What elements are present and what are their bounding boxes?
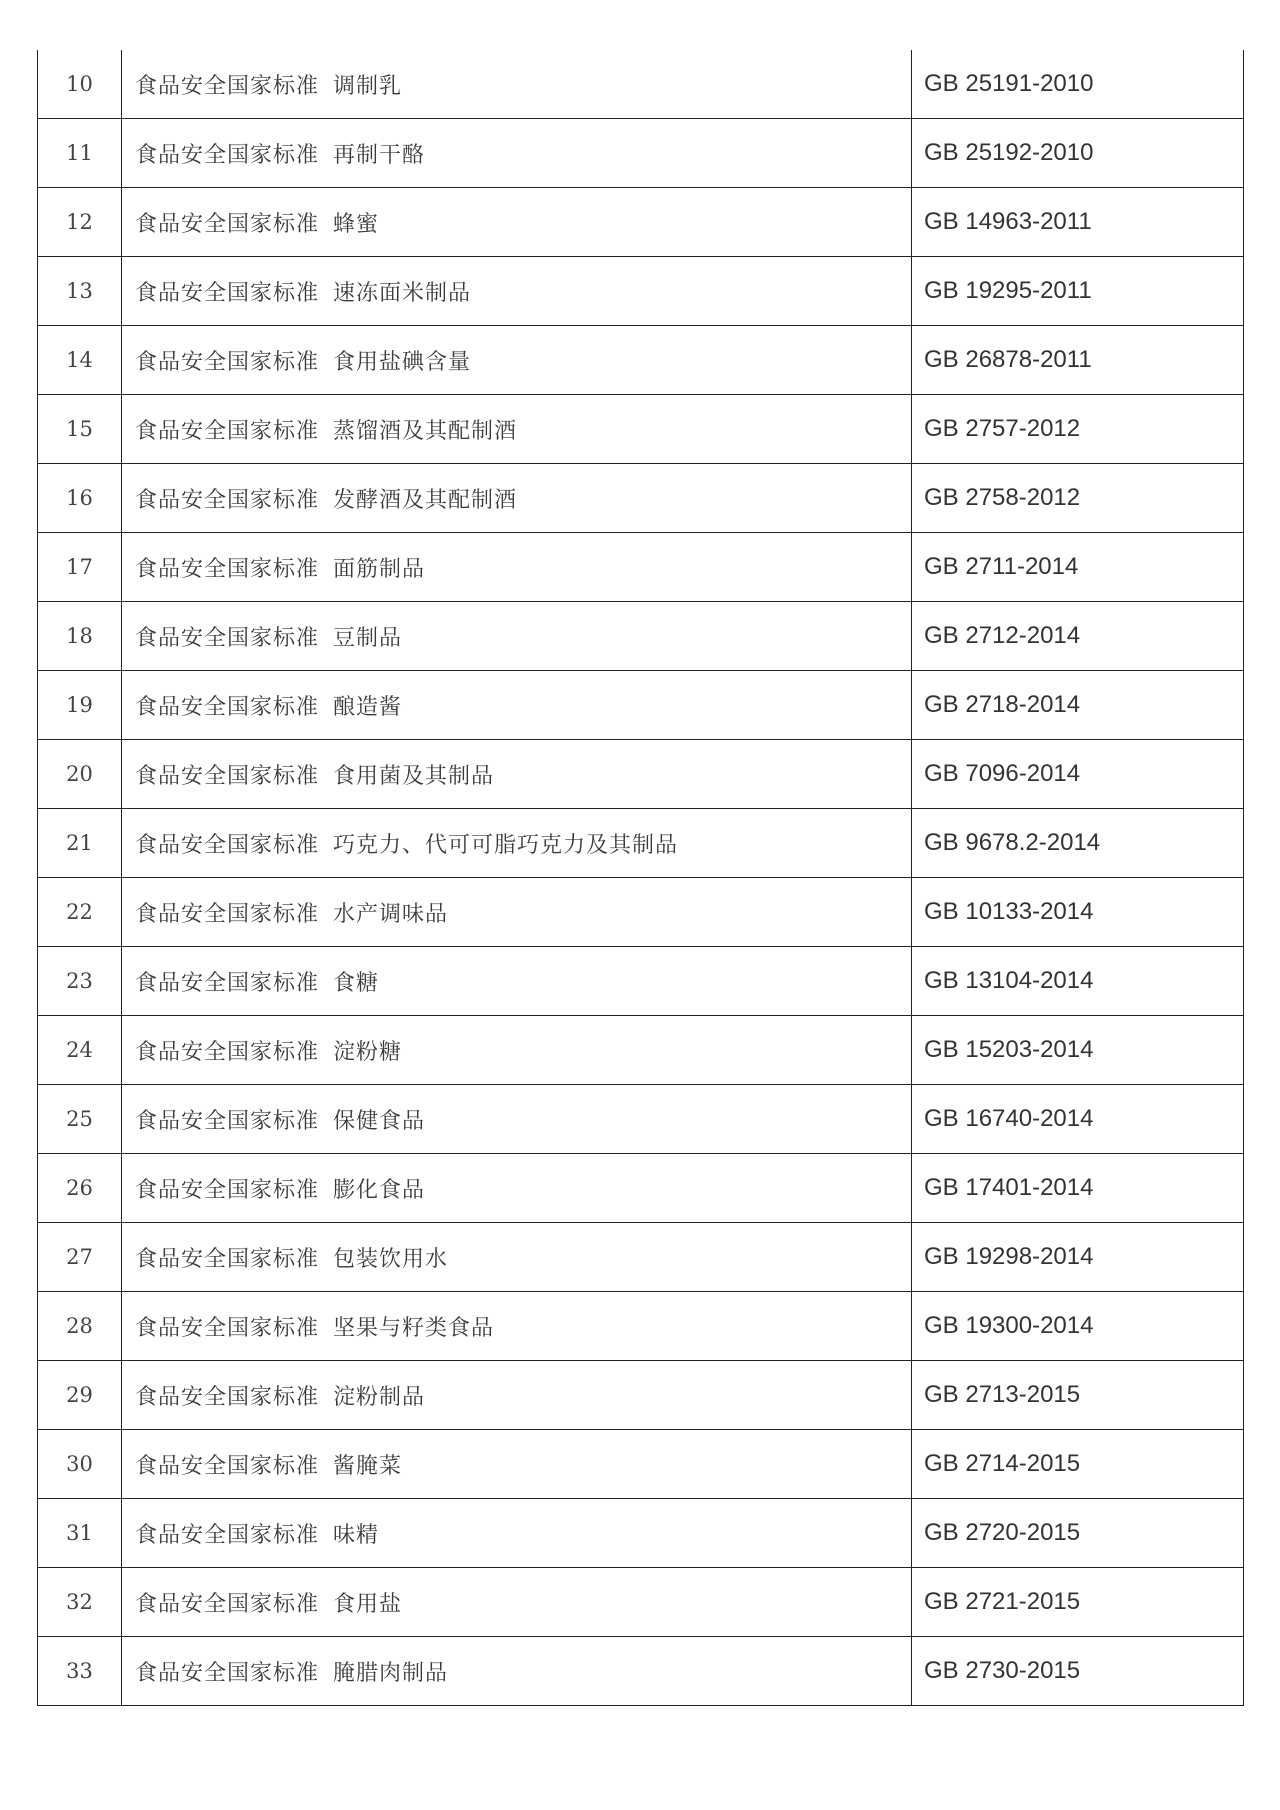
row-number-cell: 27 (38, 1223, 122, 1292)
row-number-cell: 24 (38, 1016, 122, 1085)
standard-name-cell (122, 1292, 912, 1361)
standard-code-cell: GB 2714-2015 (912, 1430, 1244, 1499)
standard-name-title: 酿造酱 (333, 694, 403, 720)
row-number-cell: 15 (38, 395, 122, 464)
standard-name-prefix: 食品安全国家标准 (135, 1315, 320, 1341)
standards-table (37, 50, 1244, 1706)
row-number-cell: 23 (38, 947, 122, 1016)
standard-name-prefix: 食品安全国家标准 (135, 1591, 320, 1617)
standards-table-body (38, 50, 1244, 1706)
standard-name-prefix: 食品安全国家标准 (135, 487, 320, 513)
standard-code-cell: GB 26878-2011 (912, 326, 1244, 395)
row-number-cell: 19 (38, 671, 122, 740)
standard-code-cell: GB 25191-2010 (912, 50, 1244, 119)
row-number-cell: 18 (38, 602, 122, 671)
standard-code-cell: GB 2713-2015 (912, 1361, 1244, 1430)
table-row (38, 188, 1244, 257)
standard-name-cell (122, 740, 912, 809)
standard-name-title: 包装饮用水 (333, 1246, 449, 1272)
standard-name-prefix: 食品安全国家标准 (135, 763, 320, 789)
standard-name-prefix: 食品安全国家标准 (135, 73, 320, 99)
table-row (38, 533, 1244, 602)
standard-name-cell (122, 947, 912, 1016)
standard-name-title: 发酵酒及其配制酒 (333, 487, 518, 513)
standard-code-cell: GB 19298-2014 (912, 1223, 1244, 1292)
standard-name-title: 膨化食品 (333, 1177, 426, 1203)
standard-name-prefix: 食品安全国家标准 (135, 1453, 320, 1479)
standard-name-title: 速冻面米制品 (333, 280, 472, 306)
standard-code-cell: GB 16740-2014 (912, 1085, 1244, 1154)
standard-name-cell (122, 188, 912, 257)
standard-name-title: 酱腌菜 (333, 1453, 403, 1479)
table-row (38, 464, 1244, 533)
standard-name-cell (122, 1223, 912, 1292)
row-number-cell: 21 (38, 809, 122, 878)
standard-name-prefix: 食品安全国家标准 (135, 142, 320, 168)
row-number-cell: 20 (38, 740, 122, 809)
standard-code-cell: GB 2757-2012 (912, 395, 1244, 464)
row-number-cell: 25 (38, 1085, 122, 1154)
standard-name-title: 保健食品 (333, 1108, 426, 1134)
table-row (38, 257, 1244, 326)
standard-name-title: 水产调味品 (333, 901, 449, 927)
table-row (38, 1499, 1244, 1568)
standard-name-cell (122, 809, 912, 878)
standard-name-prefix: 食品安全国家标准 (135, 970, 320, 996)
standard-name-prefix: 食品安全国家标准 (135, 280, 320, 306)
table-row (38, 602, 1244, 671)
standard-name-cell (122, 119, 912, 188)
table-row (38, 1085, 1244, 1154)
standard-name-prefix: 食品安全国家标准 (135, 418, 320, 444)
row-number-cell: 13 (38, 257, 122, 326)
table-row (38, 809, 1244, 878)
table-row (38, 1637, 1244, 1706)
standard-name-title: 巧克力、代可可脂巧克力及其制品 (333, 832, 679, 858)
standard-name-prefix: 食品安全国家标准 (135, 901, 320, 927)
standard-code-cell: GB 2711-2014 (912, 533, 1244, 602)
standard-name-title: 调制乳 (333, 73, 403, 99)
standard-name-cell (122, 257, 912, 326)
standard-code-cell: GB 9678.2-2014 (912, 809, 1244, 878)
standard-name-prefix: 食品安全国家标准 (135, 694, 320, 720)
table-row (38, 1361, 1244, 1430)
standard-name-prefix: 食品安全国家标准 (135, 556, 320, 582)
standard-name-cell (122, 464, 912, 533)
standard-code-cell: GB 25192-2010 (912, 119, 1244, 188)
standard-name-cell (122, 50, 912, 119)
standard-name-title: 坚果与籽类食品 (333, 1315, 495, 1341)
standard-name-title: 食糖 (333, 970, 380, 996)
table-row (38, 395, 1244, 464)
standard-name-prefix: 食品安全国家标准 (135, 1660, 320, 1686)
row-number-cell: 16 (38, 464, 122, 533)
row-number-cell: 32 (38, 1568, 122, 1637)
row-number-cell: 29 (38, 1361, 122, 1430)
standard-name-cell (122, 1637, 912, 1706)
row-number-cell: 12 (38, 188, 122, 257)
standard-code-cell: GB 7096-2014 (912, 740, 1244, 809)
table-row (38, 878, 1244, 947)
row-number-cell: 22 (38, 878, 122, 947)
standard-name-prefix: 食品安全国家标准 (135, 1246, 320, 1272)
standard-name-prefix: 食品安全国家标准 (135, 625, 320, 651)
standard-name-prefix: 食品安全国家标准 (135, 1039, 320, 1065)
standard-name-cell (122, 326, 912, 395)
table-row (38, 740, 1244, 809)
standard-name-cell (122, 1361, 912, 1430)
table-row (38, 1430, 1244, 1499)
standard-name-prefix: 食品安全国家标准 (135, 1384, 320, 1410)
standard-name-title: 味精 (333, 1522, 380, 1548)
standard-code-cell: GB 2720-2015 (912, 1499, 1244, 1568)
standard-code-cell: GB 15203-2014 (912, 1016, 1244, 1085)
standard-code-cell: GB 2758-2012 (912, 464, 1244, 533)
standard-code-cell: GB 13104-2014 (912, 947, 1244, 1016)
standard-name-prefix: 食品安全国家标准 (135, 211, 320, 237)
standard-name-prefix: 食品安全国家标准 (135, 1108, 320, 1134)
row-number-cell: 10 (38, 50, 122, 119)
standard-code-cell: GB 19295-2011 (912, 257, 1244, 326)
row-number-cell: 30 (38, 1430, 122, 1499)
standard-code-cell: GB 2712-2014 (912, 602, 1244, 671)
standard-name-prefix: 食品安全国家标准 (135, 1522, 320, 1548)
row-number-cell: 17 (38, 533, 122, 602)
standard-code-cell: GB 2718-2014 (912, 671, 1244, 740)
standard-name-cell (122, 1016, 912, 1085)
table-row (38, 1154, 1244, 1223)
standard-name-cell (122, 395, 912, 464)
standard-name-title: 腌腊肉制品 (333, 1660, 449, 1686)
standard-name-cell (122, 533, 912, 602)
standard-name-title: 面筋制品 (333, 556, 426, 582)
table-row (38, 326, 1244, 395)
standard-name-cell (122, 878, 912, 947)
standard-name-prefix: 食品安全国家标准 (135, 1177, 320, 1203)
standard-code-cell: GB 17401-2014 (912, 1154, 1244, 1223)
standard-name-cell (122, 602, 912, 671)
standard-name-cell (122, 1568, 912, 1637)
standard-name-cell (122, 671, 912, 740)
table-row (38, 119, 1244, 188)
row-number-cell: 31 (38, 1499, 122, 1568)
standard-name-title: 蒸馏酒及其配制酒 (333, 418, 518, 444)
table-row (38, 1223, 1244, 1292)
row-number-cell: 14 (38, 326, 122, 395)
standard-name-cell (122, 1154, 912, 1223)
standard-name-cell (122, 1499, 912, 1568)
table-row (38, 1292, 1244, 1361)
standard-name-cell (122, 1430, 912, 1499)
standard-name-title: 淀粉制品 (333, 1384, 426, 1410)
row-number-cell: 28 (38, 1292, 122, 1361)
standard-name-title: 食用菌及其制品 (333, 763, 495, 789)
standard-name-title: 食用盐碘含量 (333, 349, 472, 375)
standard-code-cell: GB 2721-2015 (912, 1568, 1244, 1637)
row-number-cell: 11 (38, 119, 122, 188)
standard-name-prefix: 食品安全国家标准 (135, 349, 320, 375)
standard-name-title: 再制干酪 (333, 142, 426, 168)
table-row (38, 671, 1244, 740)
row-number-cell: 33 (38, 1637, 122, 1706)
table-row (38, 50, 1244, 119)
standard-code-cell: GB 14963-2011 (912, 188, 1244, 257)
standard-code-cell: GB 10133-2014 (912, 878, 1244, 947)
table-row (38, 947, 1244, 1016)
standard-name-title: 蜂蜜 (333, 211, 380, 237)
standard-name-cell (122, 1085, 912, 1154)
table-row (38, 1016, 1244, 1085)
standard-code-cell: GB 19300-2014 (912, 1292, 1244, 1361)
table-row (38, 1568, 1244, 1637)
row-number-cell: 26 (38, 1154, 122, 1223)
standard-name-title: 豆制品 (333, 625, 403, 651)
standard-name-title: 淀粉糖 (333, 1039, 403, 1065)
standard-name-prefix: 食品安全国家标准 (135, 832, 320, 858)
standard-code-cell: GB 2730-2015 (912, 1637, 1244, 1706)
standard-name-title: 食用盐 (333, 1591, 403, 1617)
